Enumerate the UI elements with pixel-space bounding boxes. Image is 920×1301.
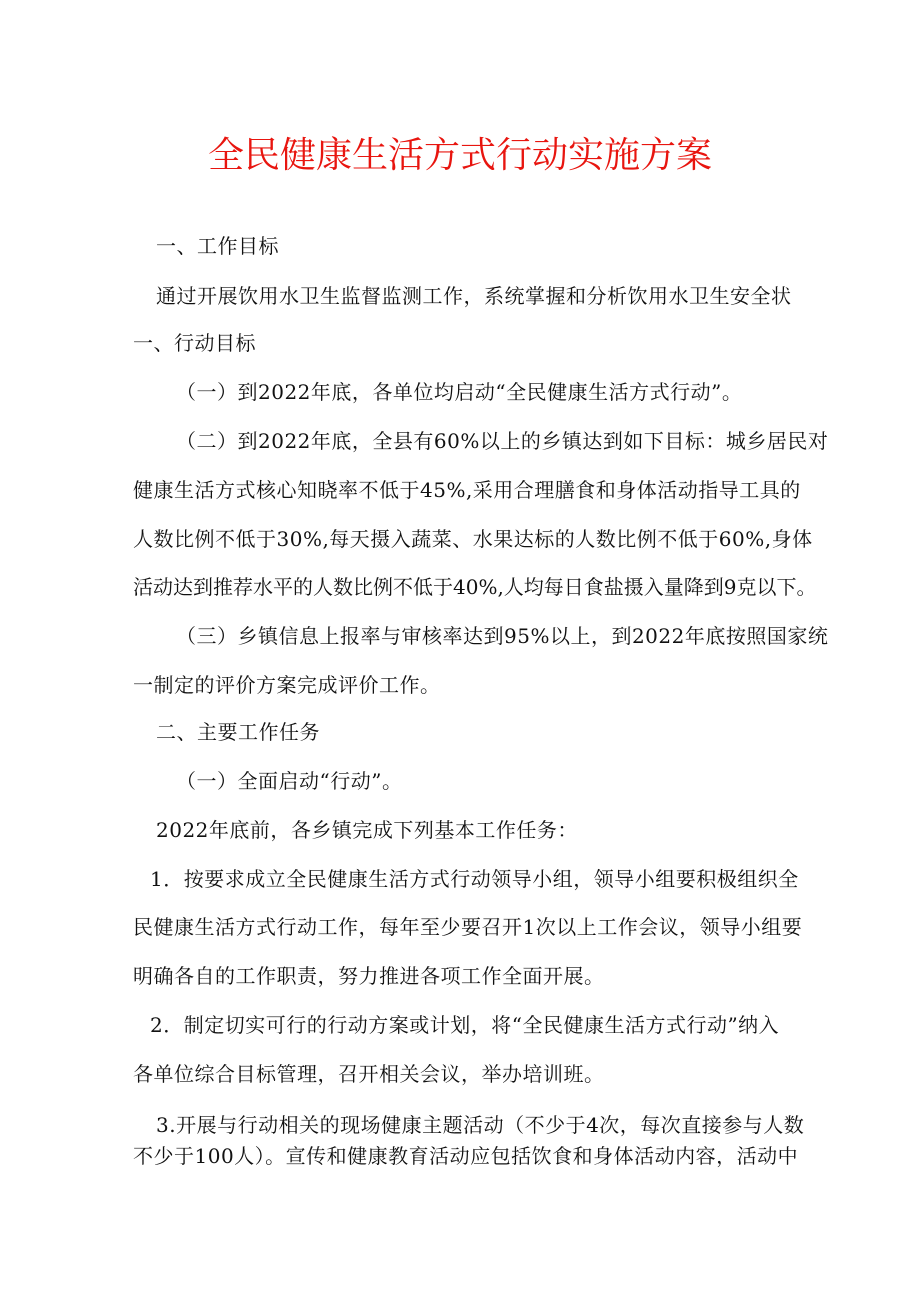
paragraph-line: （三）乡镇信息上报率与审核率达到95%以上，到2022年底按照国家统 bbox=[176, 624, 829, 648]
section-heading-main-tasks: 二、主要工作任务 bbox=[156, 720, 320, 744]
section-heading-action-goal: 一、行动目标 bbox=[133, 331, 256, 355]
paragraph-line: 一制定的评价方案完成评价工作。 bbox=[133, 673, 441, 697]
paragraph-line: 人数比例不低于30%,每天摄入蔬菜、水果达标的人数比例不低于60%,身体 bbox=[133, 527, 813, 551]
paragraph-line: 通过开展饮用水卫生监督监测工作，系统掌握和分析饮用水卫生安全状 bbox=[156, 284, 792, 308]
paragraph-line: （一）全面启动“行动”。 bbox=[176, 769, 403, 793]
section-heading-work-goal: 一、工作目标 bbox=[156, 234, 279, 258]
paragraph-line: 明确各自的工作职责，努力推进各项工作全面开展。 bbox=[133, 964, 605, 988]
paragraph-line: 不少于100人）。宣传和健康教育活动应包括饮食和身体活动内容，活动中 bbox=[133, 1144, 799, 1168]
paragraph-line: 1．按要求成立全民健康生活方式行动领导小组，领导小组要积极组织全 bbox=[150, 867, 799, 891]
paragraph-line: 民健康生活方式行动工作，每年至少要召开1次以上工作会议，领导小组要 bbox=[133, 915, 803, 939]
paragraph-line: （一）到2022年底，各单位均启动“全民健康生活方式行动”。 bbox=[176, 380, 743, 404]
paragraph-line: 2．制定切实可行的行动方案或计划，将“全民健康生活方式行动”纳入 bbox=[150, 1013, 780, 1037]
paragraph-line: 健康生活方式核心知晓率不低于45%,采用合理膳食和身体活动指导工具的 bbox=[133, 478, 801, 502]
paragraph-line: 各单位综合目标管理，召开相关会议，举办培训班。 bbox=[133, 1062, 605, 1086]
document-title: 全民健康生活方式行动实施方案 bbox=[207, 135, 712, 176]
paragraph-line: 2022年底前，各乡镇完成下列基本工作任务： bbox=[156, 818, 578, 842]
paragraph-line: （二）到2022年底，全县有60%以上的乡镇达到如下目标：城乡居民对 bbox=[176, 429, 829, 453]
paragraph-line: 活动达到推荐水平的人数比例不低于40%,人均每日食盐摄入量降到9克以下。 bbox=[133, 575, 817, 599]
paragraph-line: 3.开展与行动相关的现场健康主题活动（不少于4次，每次直接参与人数 bbox=[156, 1113, 805, 1137]
